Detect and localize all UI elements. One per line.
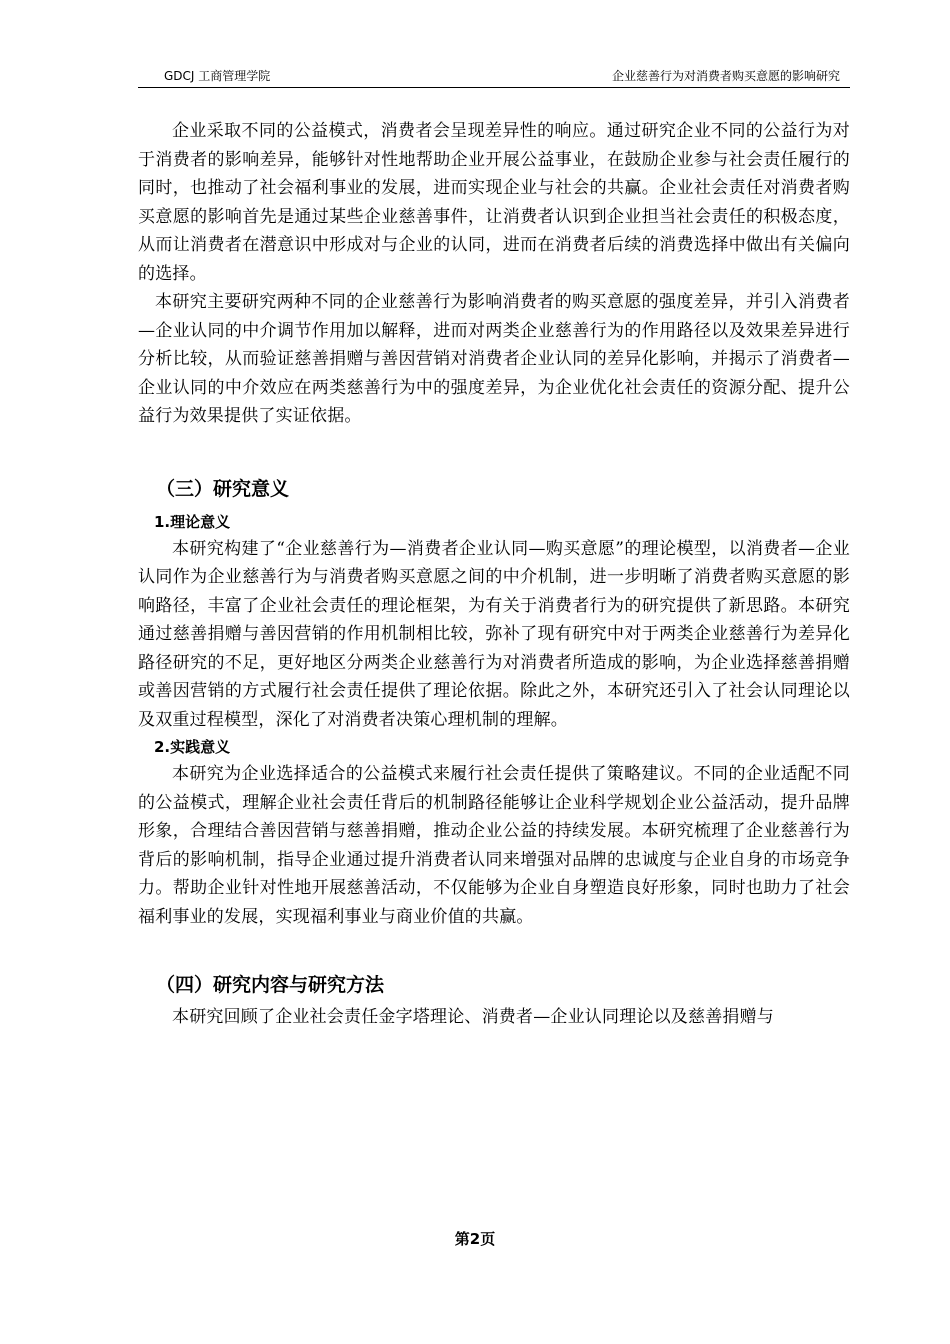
practice-significance-paragraph: 本研究为企业选择适合的公益模式来履行社会责任提供了策略建议。不同的企业适配不同的公益模式，理解企业社会责任背后的机制路径能够让企业科学规划企业公益活动，提升品牌形象，合理结合善因营销与慈善捐赠，推动企业公益的持续发展。本研究梳理了企业慈善行为背后的影响机制，指导企业通过提升消费者认同来增强对品牌的忠诚度与企业自身的市场竞争力。帮助企业针对性地开展慈善活动，不仅能够为企业自身塑造良好形象，同时也助力了社会福利事业的发展，实现福利事业与商业价值的共赢。 — [138, 764, 850, 927]
intro-paragraph-2: 本研究主要研究两种不同的企业慈善行为影响消费者的购买意愿的强度差异，并引入消费者—企业认同的中介调节作用加以解释，进而对两类企业慈善行为的作用路径以及效果差异进行分析比较，从而验证慈善捐赠与善因营销对消费者企业认同的差异化影响，并揭示了消费者—企业认同的中介效应在两类慈善行为中的强度差异，为企业优化社会责任的资源分配、提升公益行为效果提供了实证依据。 — [138, 292, 850, 426]
section-4-paragraph: 本研究回顾了企业社会责任金字塔理论、消费者—企业认同理论以及慈善捐赠与 — [172, 1007, 774, 1027]
header-rule — [138, 87, 850, 88]
subsection-practice-title: 2.实践意义 — [154, 738, 231, 756]
intro-paragraph-1: 企业采取不同的公益模式，消费者会呈现差异性的响应。通过研究企业不同的公益行为对于消费者的影响差异，能够针对性地帮助企业开展公益事业，在鼓励企业参与社会责任履行的同时，也推动了社会福利事业的发展，进而实现企业与社会的共赢。企业社会责任对消费者购买意愿的影响首先是通过某些企业慈善事件，让消费者认识到企业担当社会责任的积极态度，从而让消费者在潜意识中形成对与企业的认同，进而在消费者后续的消费选择中做出有关偏向的选择。 — [138, 121, 850, 284]
theory-significance-paragraph: 本研究构建了“企业慈善行为—消费者企业认同—购买意愿”的理论模型，以消费者—企业认同作为企业慈善行为与消费者购买意愿之间的中介机制，进一步明晰了消费者购买意愿的影响路径，丰富了企业社会责任的理论框架，为有关于消费者行为的研究提供了新思路。本研究通过慈善捐赠与善因营销的作用机制相比较，弥补了现有研究中对于两类企业慈善行为差异化路径研究的不足，更好地区分两类企业慈善行为对消费者所造成的影响，为企业选择慈善捐赠或善因营销的方式履行社会责任提供了理论依据。除此之外，本研究还引入了社会认同理论以及双重过程模型，深化了对消费者决策心理机制的理解。 — [138, 538, 850, 730]
page-body — [138, 117, 850, 1032]
page-number: 第2页 — [454, 1230, 496, 1248]
section-4-title: （四）研究内容与研究方法 — [156, 974, 385, 996]
subsection-theory-title: 1.理论意义 — [154, 512, 231, 531]
section-3-title: （三）研究意义 — [156, 477, 290, 500]
header-paper-title: 企业慈善行为对消费者购买意愿的影响研究 — [611, 69, 840, 83]
running-header — [138, 66, 850, 86]
header-institution: GDCJ 工商管理学院 — [164, 69, 271, 83]
